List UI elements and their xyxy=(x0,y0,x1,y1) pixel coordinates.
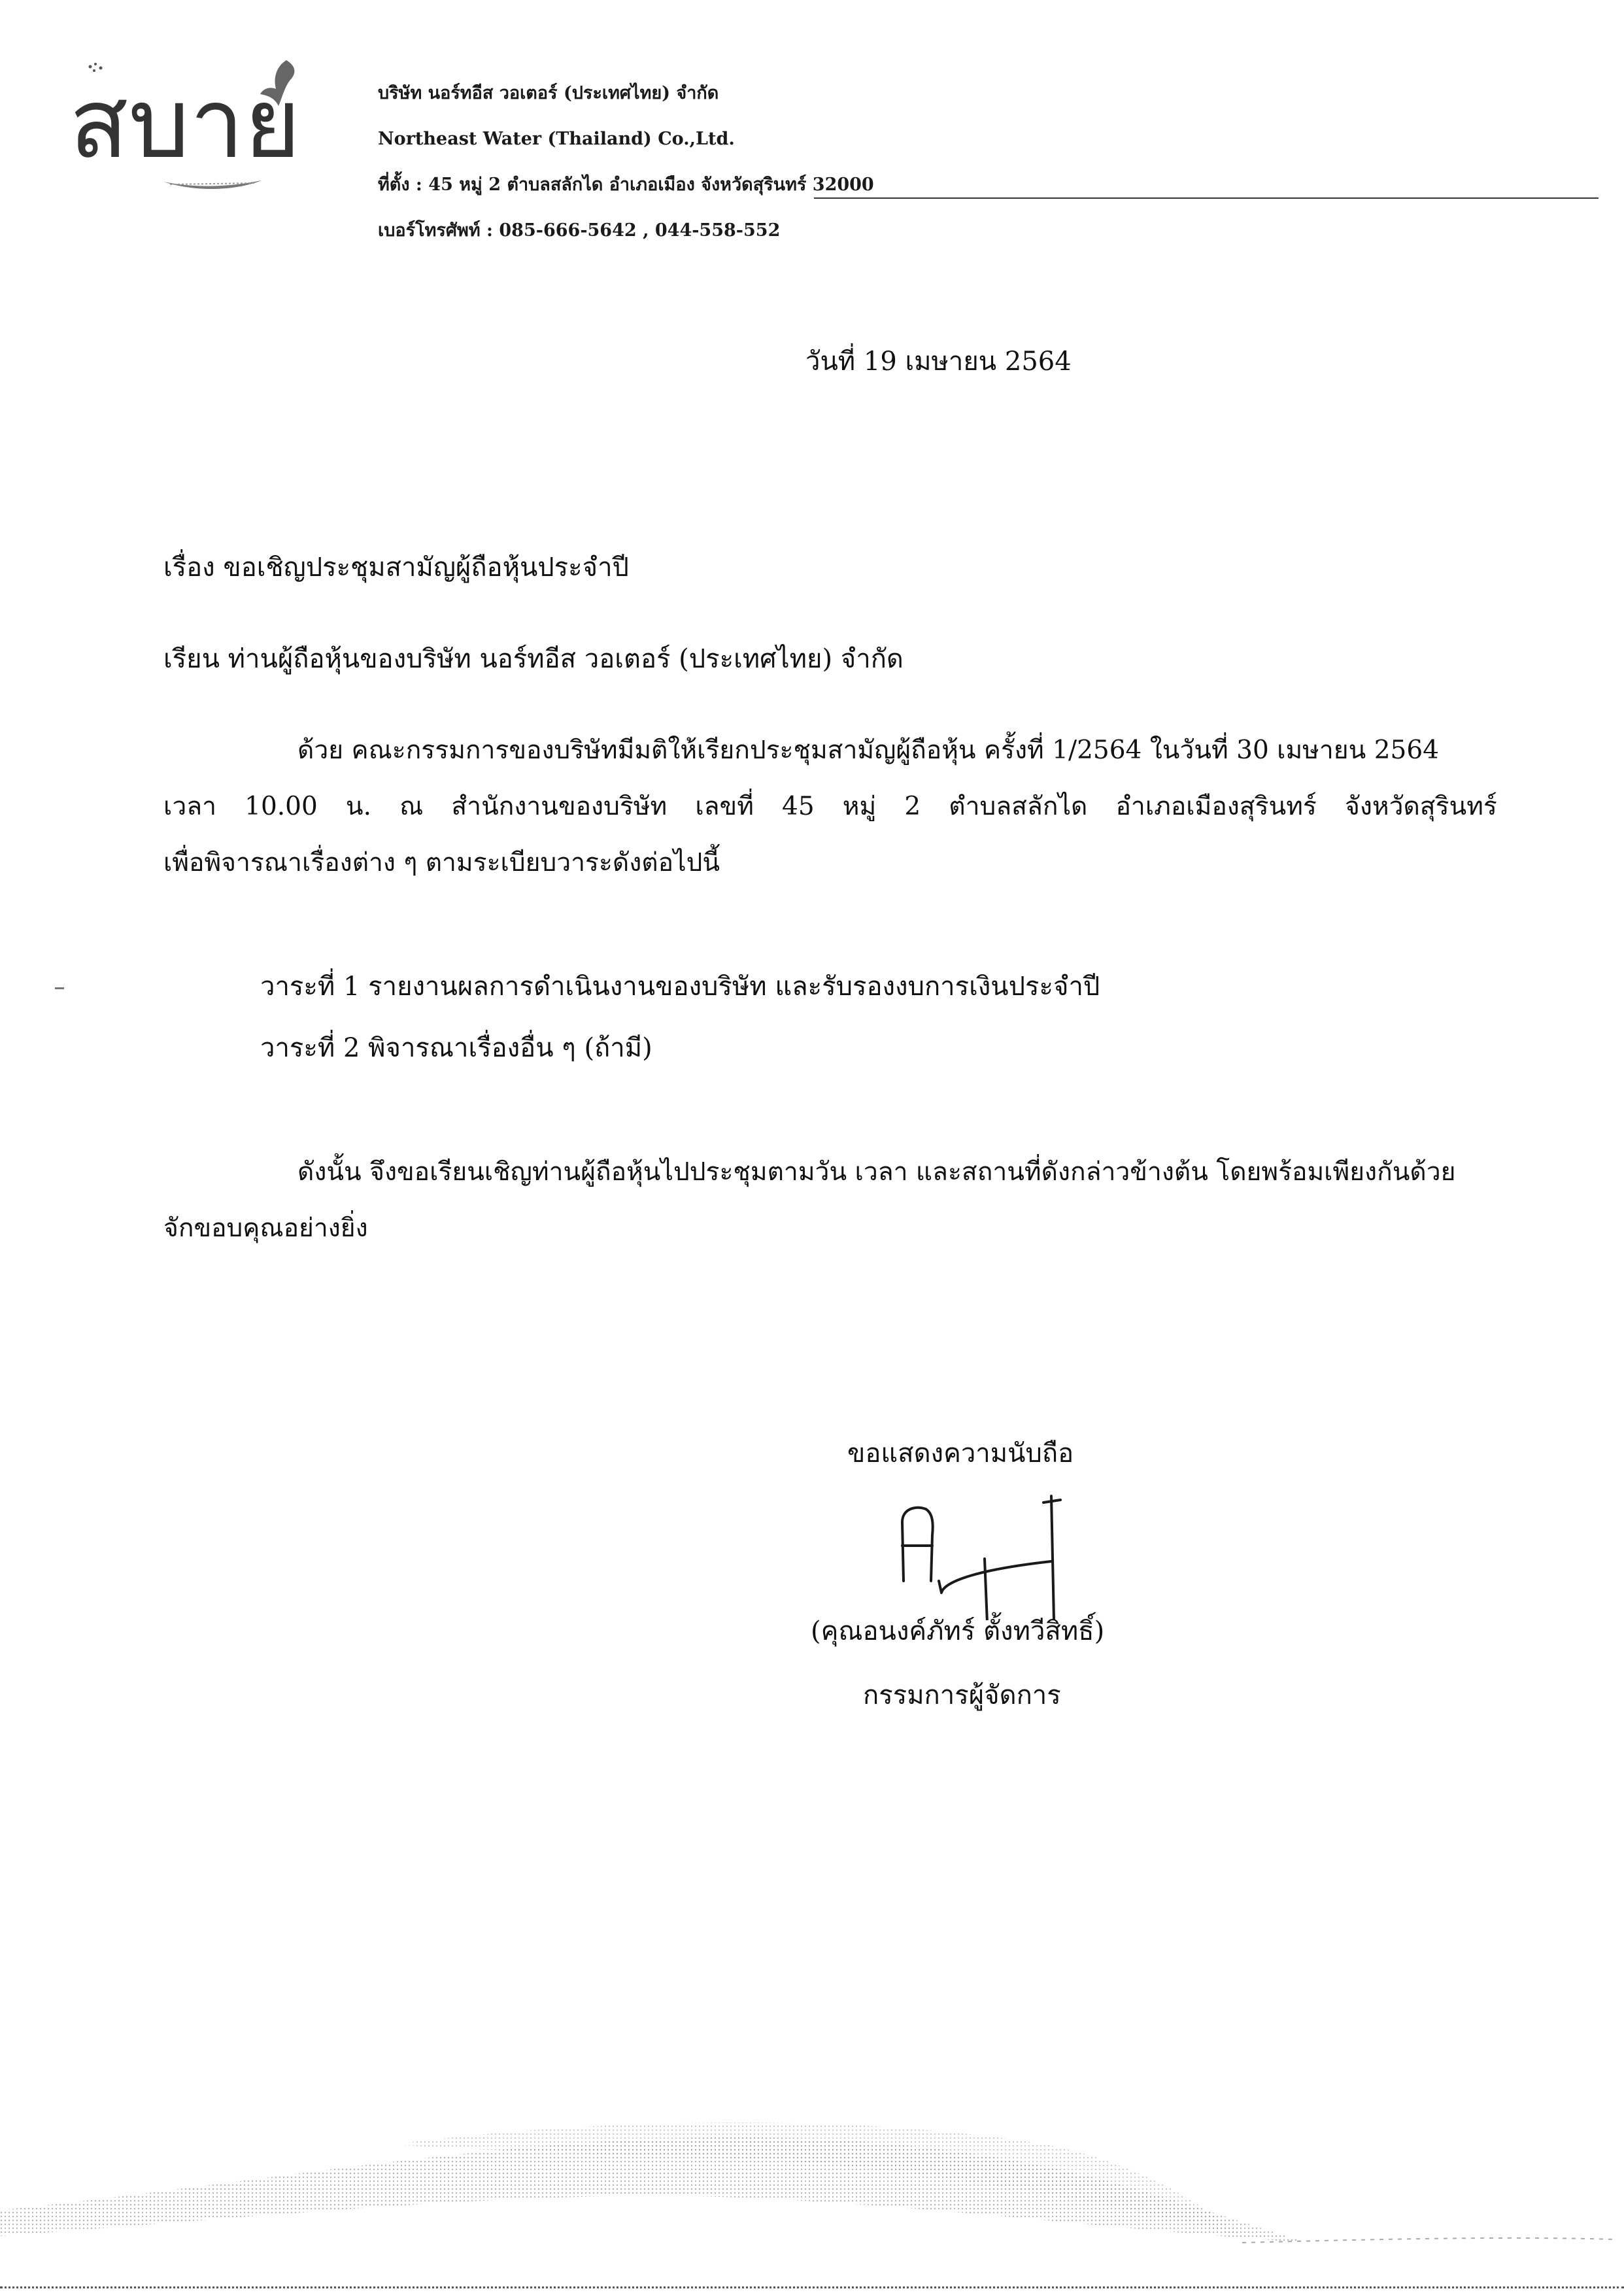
logo-graphic xyxy=(65,52,314,203)
letter-date: วันที่ 19 เมษายน 2564 xyxy=(805,347,1072,377)
word: เวลา xyxy=(163,792,217,821)
word: สำนักงานของบริษัท xyxy=(451,792,668,821)
word: 45 xyxy=(782,792,815,821)
company-name-th: บริษัท นอร์ทอีส วอเตอร์ (ประเทศไทย) จำกัด xyxy=(378,83,719,103)
company-phone: เบอร์โทรศัพท์ : 085-666-5642 , 044-558-552 xyxy=(378,220,781,241)
company-name-en: Northeast Water (Thailand) Co.,Ltd. xyxy=(378,129,735,149)
word: อำเภอเมืองสุรินทร์ xyxy=(1115,792,1317,821)
paragraph-1-line-3: เพื่อพิจารณาเรื่องต่าง ๆ ตามระเบียบวาระดังต่อไปนี้ xyxy=(163,848,720,877)
paragraph-1-line-1: ด้วย คณะกรรมการของบริษัทมีมติให้เรียกประชุมสามัญผู้ถือหุ้น ครั้งที่ 1/2564 ในวันที่ 30 เมษายน 2564 xyxy=(297,736,1439,765)
agenda-item-1: วาระที่ 1 รายงานผลการดำเนินงานของบริษัท และรับรองงบการเงินประจำปี xyxy=(260,972,1100,1002)
signature-graphic xyxy=(889,1483,1085,1620)
letter-subject: เรื่อง ขอเชิญประชุมสามัญผู้ถือหุ้นประจำปี xyxy=(163,552,629,583)
bottom-edge-rule xyxy=(0,2286,1624,2288)
signature xyxy=(889,1483,1085,1620)
svg-text:สบาย: สบาย xyxy=(69,67,301,180)
paragraph-2-line-1: ดังนั้น จึงขอเรียนเชิญท่านผู้ถือหุ้นไปประชุมตามวัน เวลา และสถานที่ดังกล่าวข้างต้น โดยพร้อมเพียงกันด้วย xyxy=(297,1157,1456,1187)
company-address: ที่ตั้ง : 45 หมู่ 2 ตำบลสลักได อำเภอเมือง จังหวัดสุรินทร์ 32000 xyxy=(378,175,874,195)
signer-name: (คุณอนงค์ภัทร์ ตั้งทวีสิทธิ์) xyxy=(811,1616,1105,1646)
word: 10.00 xyxy=(245,792,318,821)
body-paragraph-2 xyxy=(163,1144,1497,1257)
word: หมู่ xyxy=(842,792,877,821)
company-info xyxy=(378,71,1555,254)
paragraph-1-line-2 xyxy=(163,779,1497,835)
word: ณ xyxy=(399,792,424,821)
word: น. xyxy=(345,792,371,821)
word: 2 xyxy=(904,792,921,821)
footer-wave-graphic xyxy=(0,2105,1624,2262)
signer-title: กรรมการผู้จัดการ xyxy=(863,1680,1061,1710)
footer-wave-decoration xyxy=(0,2105,1624,2262)
word: เลขที่ xyxy=(695,792,754,821)
header-divider xyxy=(814,197,1599,199)
closing-salutation: ขอแสดงความนับถือ xyxy=(847,1438,1074,1469)
word: จังหวัดสุรินทร์ xyxy=(1344,792,1497,821)
agenda-item-2: วาระที่ 2 พิจารณาเรื่องอื่น ๆ (ถ้ามี) xyxy=(260,1033,652,1063)
body-paragraph-1 xyxy=(163,722,1497,891)
company-logo xyxy=(65,52,314,203)
paragraph-2-line-2: จักขอบคุณอย่างยิ่ง xyxy=(163,1214,368,1243)
margin-mark xyxy=(55,987,64,989)
agenda-list xyxy=(260,956,1100,1079)
word: ตำบลสลักได xyxy=(949,792,1088,821)
letter-recipient: เรียน ท่านผู้ถือหุ้นของบริษัท นอร์ทอีส วอเตอร์ (ประเทศไทย) จำกัด xyxy=(163,644,904,674)
